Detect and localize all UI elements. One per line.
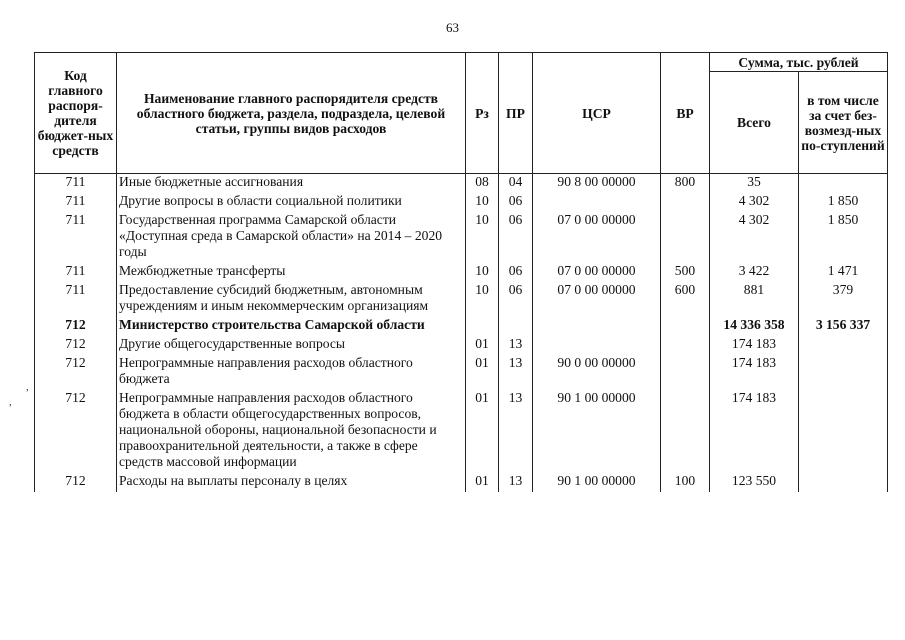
cell-csr: 90 0 00 00000 — [533, 355, 661, 390]
scan-speck: , — [9, 396, 12, 408]
cell-code: 712 — [35, 473, 117, 492]
cell-total: 881 — [710, 282, 799, 317]
header-code: Код главного распоря-дителя бюджет-ных средств — [35, 53, 117, 174]
cell-name: Другие общегосударственные вопросы — [117, 336, 466, 355]
table-row — [35, 263, 888, 282]
table-row — [35, 174, 888, 194]
cell-free — [799, 174, 888, 194]
cell-vr: 800 — [661, 174, 710, 194]
cell-free — [799, 336, 888, 355]
cell-pr: 04 — [499, 174, 533, 194]
table-row — [35, 193, 888, 212]
cell-csr: 90 1 00 00000 — [533, 473, 661, 492]
cell-free: 1 850 — [799, 193, 888, 212]
header-csr: ЦСР — [533, 53, 661, 174]
cell-pr: 06 — [499, 212, 533, 263]
cell-rz: 01 — [466, 336, 499, 355]
cell-vr: 100 — [661, 473, 710, 492]
cell-csr — [533, 336, 661, 355]
cell-rz: 10 — [466, 263, 499, 282]
table-row — [35, 355, 888, 390]
cell-free: 379 — [799, 282, 888, 317]
cell-total: 3 422 — [710, 263, 799, 282]
cell-name: Другие вопросы в области социальной политики — [117, 193, 466, 212]
cell-total: 174 183 — [710, 336, 799, 355]
cell-csr — [533, 317, 661, 336]
cell-name: Иные бюджетные ассигнования — [117, 174, 466, 194]
cell-rz — [466, 317, 499, 336]
cell-csr: 07 0 00 00000 — [533, 263, 661, 282]
header-sum: Сумма, тыс. рублей — [710, 53, 888, 72]
cell-pr: 13 — [499, 473, 533, 492]
cell-name: Межбюджетные трансферты — [117, 263, 466, 282]
cell-csr — [533, 193, 661, 212]
cell-total: 4 302 — [710, 212, 799, 263]
cell-pr: 13 — [499, 390, 533, 473]
page-number: 63 — [446, 20, 459, 35]
table-header — [35, 53, 888, 174]
cell-rz: 10 — [466, 193, 499, 212]
cell-pr: 06 — [499, 263, 533, 282]
header-pr: ПР — [499, 53, 533, 174]
table-body — [35, 174, 888, 493]
cell-pr — [499, 317, 533, 336]
header-rz: Рз — [466, 53, 499, 174]
cell-pr: 13 — [499, 336, 533, 355]
cell-vr: 500 — [661, 263, 710, 282]
cell-rz: 01 — [466, 390, 499, 473]
cell-vr — [661, 193, 710, 212]
cell-code: 712 — [35, 355, 117, 390]
cell-vr — [661, 317, 710, 336]
cell-free: 3 156 337 — [799, 317, 888, 336]
cell-code: 711 — [35, 212, 117, 263]
cell-total: 14 336 358 — [710, 317, 799, 336]
header-total: Всего — [710, 72, 799, 174]
cell-code: 711 — [35, 263, 117, 282]
cell-free — [799, 473, 888, 492]
cell-name: Предоставление субсидий бюджетным, автономным учреждениям и иным некоммерческим организациям — [117, 282, 466, 317]
header-name: Наименование главного распорядителя средств областного бюджета, раздела, подраздела, целевой статьи, группы видов расходов — [117, 53, 466, 174]
cell-csr: 90 8 00 00000 — [533, 174, 661, 194]
cell-rz: 08 — [466, 174, 499, 194]
cell-rz: 01 — [466, 473, 499, 492]
cell-vr — [661, 390, 710, 473]
table-row — [35, 282, 888, 317]
cell-rz: 10 — [466, 212, 499, 263]
cell-csr: 07 0 00 00000 — [533, 282, 661, 317]
cell-vr — [661, 212, 710, 263]
scan-speck: , — [26, 381, 29, 393]
cell-code: 712 — [35, 317, 117, 336]
table-row — [35, 212, 888, 263]
cell-free — [799, 355, 888, 390]
table-row — [35, 390, 888, 473]
cell-name: Непрограммные направления расходов областного бюджета — [117, 355, 466, 390]
table-row — [35, 473, 888, 492]
header-vr: ВР — [661, 53, 710, 174]
cell-csr: 90 1 00 00000 — [533, 390, 661, 473]
cell-code: 712 — [35, 336, 117, 355]
cell-rz: 01 — [466, 355, 499, 390]
cell-code: 711 — [35, 282, 117, 317]
cell-code: 711 — [35, 174, 117, 194]
cell-name: Расходы на выплаты персоналу в целях — [117, 473, 466, 492]
cell-name: Непрограммные направления расходов областного бюджета в области общегосударственных вопросов, национальной обороны, национальной безопасности и правоохранительной деятельности, а также в сфере средств массовой информации — [117, 390, 466, 473]
cell-pr: 13 — [499, 355, 533, 390]
cell-name: Государственная программа Самарской области «Доступная среда в Самарской области» на 2014 – 2020 годы — [117, 212, 466, 263]
cell-rz: 10 — [466, 282, 499, 317]
cell-free: 1 850 — [799, 212, 888, 263]
cell-total: 174 183 — [710, 355, 799, 390]
cell-total: 4 302 — [710, 193, 799, 212]
cell-total: 35 — [710, 174, 799, 194]
cell-csr: 07 0 00 00000 — [533, 212, 661, 263]
cell-pr: 06 — [499, 193, 533, 212]
table-row — [35, 336, 888, 355]
header-free: в том числе за счет без-возмезд-ных по-ступлений — [799, 72, 888, 174]
cell-code: 712 — [35, 390, 117, 473]
cell-pr: 06 — [499, 282, 533, 317]
cell-total: 123 550 — [710, 473, 799, 492]
cell-vr — [661, 336, 710, 355]
cell-free: 1 471 — [799, 263, 888, 282]
cell-code: 711 — [35, 193, 117, 212]
cell-vr: 600 — [661, 282, 710, 317]
cell-name: Министерство строительства Самарской области — [117, 317, 466, 336]
cell-total: 174 183 — [710, 390, 799, 473]
table-row — [35, 317, 888, 336]
cell-vr — [661, 355, 710, 390]
budget-table — [34, 52, 888, 492]
cell-free — [799, 390, 888, 473]
